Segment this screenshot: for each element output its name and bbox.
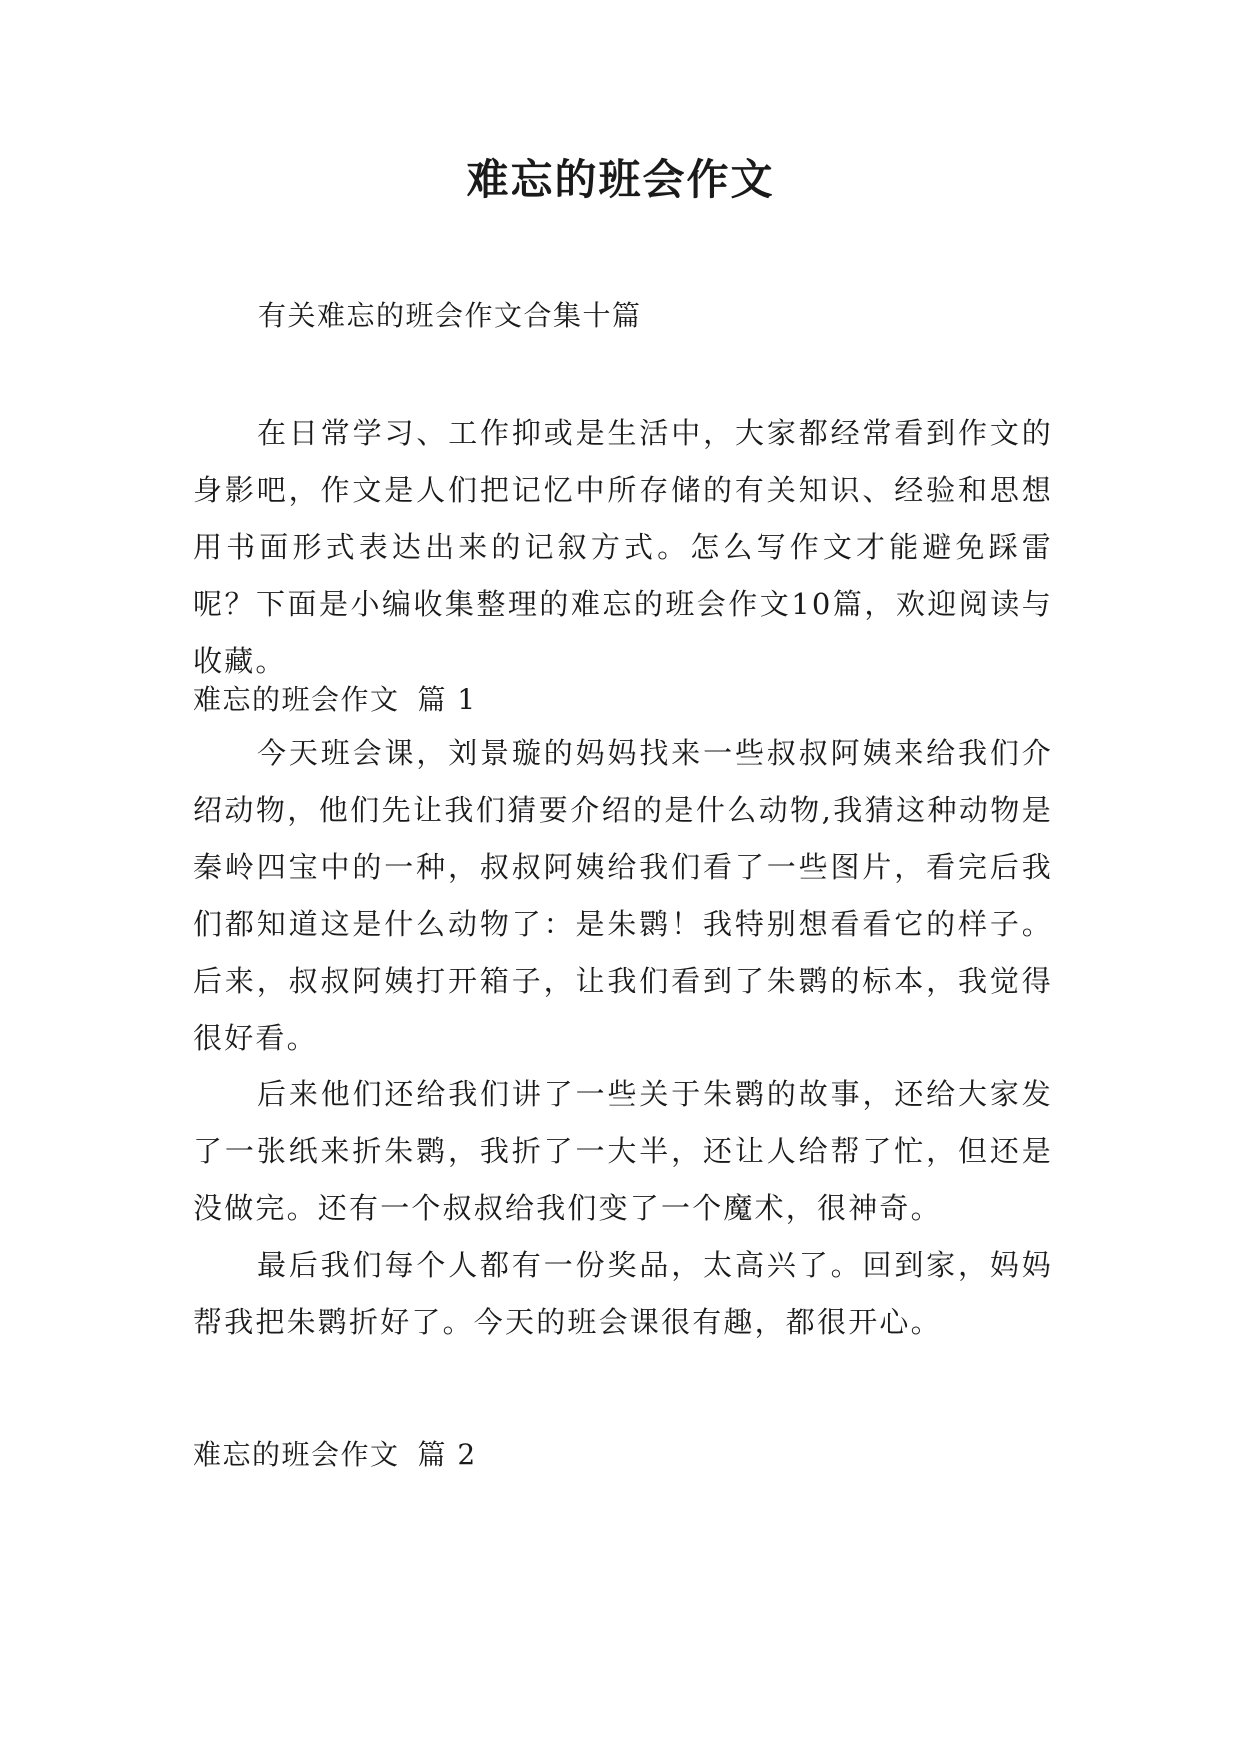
section-1-paragraph-2: 后来他们还给我们讲了一些关于朱鹮的故事，还给大家发了一张纸来折朱鹮，我折了一大半，还让人给帮了忙，但还是没做完。还有一个叔叔给我们变了一个魔术，很神奇。 — [193, 1077, 1053, 1225]
section-heading-text: 难忘的班会作文 — [193, 683, 400, 716]
section-heading-text: 难忘的班会作文 — [193, 1438, 400, 1471]
section-heading-1 — [193, 680, 477, 720]
section-number: 篇 2 — [417, 1438, 477, 1471]
section-1-paragraph-1: 今天班会课，刘景璇的妈妈找来一些叔叔阿姨来给我们介绍动物，他们先让我们猜要介绍的是什么动物,我猜这种动物是秦岭四宝中的一种，叔叔阿姨给我们看了一些图片，看完后我们都知道这是什么动物了：是朱鹮！我特别想看看它的样子。后来，叔叔阿姨打开箱子，让我们看到了朱鹮的标本，我觉得很好看。 — [193, 736, 1053, 1055]
document-subtitle: 有关难忘的班会作文合集十篇 — [258, 299, 642, 332]
section-heading-2 — [193, 1435, 477, 1475]
document-title: 难忘的班会作文 — [466, 155, 775, 204]
intro-paragraph: 在日常学习、工作抑或是生活中，大家都经常看到作文的身影吧，作文是人们把记忆中所存储的有关知识、经验和思想用书面形式表达出来的记叙方式。怎么写作文才能避免踩雷呢？下面是小编收集整理的难忘的班会作文10篇，欢迎阅读与收藏。 — [193, 416, 1053, 678]
section-1-paragraph-3: 最后我们每个人都有一份奖品，太高兴了。回到家，妈妈帮我把朱鹮折好了。今天的班会课很有趣，都很开心。 — [193, 1248, 1053, 1339]
section-number: 篇 1 — [417, 683, 477, 716]
